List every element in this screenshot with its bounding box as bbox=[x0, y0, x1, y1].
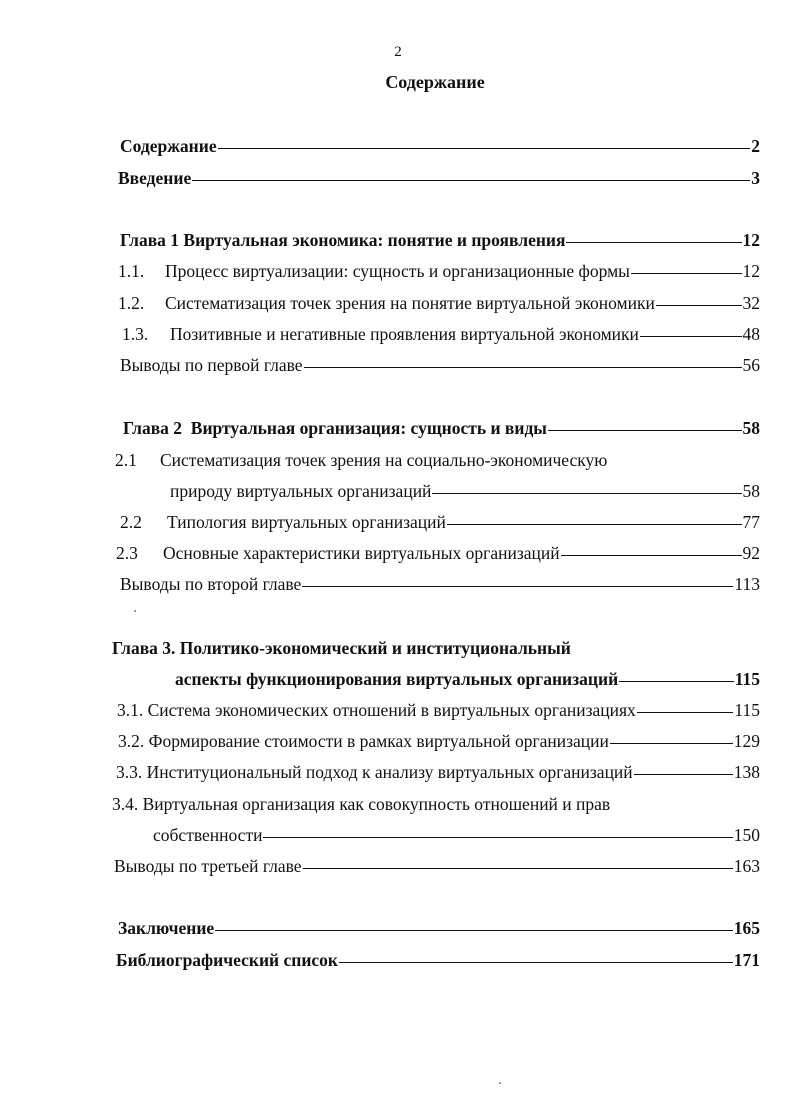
toc-entry-page: 2 bbox=[751, 136, 760, 156]
scan-speck bbox=[134, 610, 136, 612]
toc-chapter-3-line1: Глава 3. Политико-экономический и институциональный bbox=[112, 638, 571, 658]
toc-chapter-1 bbox=[120, 229, 760, 251]
conclusions-title: Выводы по третьей главе bbox=[114, 856, 302, 876]
section-number: 1.3. bbox=[122, 324, 149, 344]
chapter-title: Глава 2 Виртуальная организация: сущность и виды bbox=[123, 418, 547, 438]
leader-line bbox=[634, 774, 733, 775]
leader-line bbox=[192, 180, 750, 181]
section-title-continued: природу виртуальных организаций bbox=[170, 481, 432, 501]
leader-line bbox=[215, 930, 733, 931]
section-page: 115 bbox=[734, 700, 760, 720]
conclusions-title: Выводы по второй главе bbox=[120, 574, 302, 594]
toc-conclusions-1 bbox=[120, 354, 760, 376]
section-page: 12 bbox=[742, 261, 760, 281]
toc-heading: Содержание bbox=[385, 72, 485, 92]
toc-entry-bibliography bbox=[116, 949, 760, 971]
toc-section-1-2 bbox=[118, 292, 760, 314]
toc-conclusions-3 bbox=[114, 855, 760, 877]
toc-entry-title: Библиографический список bbox=[116, 950, 339, 970]
leader-line bbox=[302, 586, 733, 587]
section-title: 3.1. Система экономических отношений в виртуальных организациях bbox=[117, 700, 636, 720]
toc-entry-introduction bbox=[118, 167, 760, 189]
leader-line bbox=[218, 148, 751, 149]
leader-line bbox=[548, 430, 742, 431]
section-title: Основные характеристики виртуальных организаций bbox=[163, 543, 560, 563]
leader-line bbox=[566, 242, 741, 243]
section-page: 58 bbox=[742, 481, 760, 501]
section-page: 92 bbox=[742, 543, 760, 563]
toc-section-2-1-line1 bbox=[115, 449, 607, 471]
toc-section-3-2 bbox=[118, 730, 760, 752]
conclusions-page: 113 bbox=[734, 574, 760, 594]
section-page: 129 bbox=[733, 731, 760, 751]
toc-entry-page: 171 bbox=[733, 950, 760, 970]
chapter-page: 12 bbox=[742, 230, 760, 250]
leader-line bbox=[656, 305, 742, 306]
section-title: Типология виртуальных организаций bbox=[167, 512, 446, 532]
section-title: 3.2. Формирование стоимости в рамках виртуальной организации bbox=[118, 731, 609, 751]
section-page: 32 bbox=[742, 293, 760, 313]
section-page: 138 bbox=[733, 762, 760, 782]
section-number: 2.2 bbox=[120, 512, 142, 532]
leader-line bbox=[432, 493, 741, 494]
toc-chapter-3-line2 bbox=[175, 668, 760, 690]
leader-line bbox=[339, 962, 733, 963]
toc-entry-title: Заключение bbox=[118, 918, 215, 938]
toc-section-2-2 bbox=[120, 511, 760, 533]
section-page: 150 bbox=[733, 825, 760, 845]
toc-entry-title: Введение bbox=[118, 168, 192, 188]
toc-entry-page: 3 bbox=[751, 168, 760, 188]
toc-section-1-3 bbox=[122, 323, 760, 345]
toc-conclusions-2 bbox=[120, 573, 760, 595]
toc-section-3-4-line2 bbox=[153, 824, 760, 846]
toc-section-2-3 bbox=[116, 542, 760, 564]
chapter-title-continued: аспекты функционирования виртуальных организаций bbox=[175, 669, 619, 689]
scan-speck bbox=[499, 1082, 501, 1084]
toc-section-2-1-line2 bbox=[170, 480, 760, 502]
section-title: Позитивные и негативные проявления виртуальной экономики bbox=[170, 324, 639, 344]
toc-entry-conclusion bbox=[118, 917, 760, 939]
toc-section-3-1 bbox=[117, 699, 760, 721]
section-title-continued: собственности bbox=[153, 825, 263, 845]
toc-section-3-3 bbox=[116, 761, 760, 783]
section-number: 2.1 bbox=[115, 450, 137, 470]
leader-line bbox=[304, 367, 742, 368]
leader-line bbox=[561, 555, 742, 556]
conclusions-title: Выводы по первой главе bbox=[120, 355, 303, 375]
conclusions-page: 56 bbox=[742, 355, 760, 375]
chapter-title: Глава 1 Виртуальная экономика: понятие и проявления bbox=[120, 230, 566, 250]
section-number: 1.2. bbox=[118, 293, 145, 313]
leader-line bbox=[447, 524, 742, 525]
section-title: Систематизация точек зрения на социально-экономическую bbox=[160, 450, 608, 470]
section-number: 2.3 bbox=[116, 543, 138, 563]
toc-chapter-2 bbox=[123, 417, 760, 439]
toc-entry-title: Содержание bbox=[120, 136, 217, 156]
section-page: 77 bbox=[742, 512, 760, 532]
section-title: Систематизация точек зрения на понятие виртуальной экономики bbox=[165, 293, 655, 313]
leader-line bbox=[303, 868, 733, 869]
chapter-page: 115 bbox=[734, 669, 760, 689]
section-page: 48 bbox=[742, 324, 760, 344]
conclusions-page: 163 bbox=[733, 856, 760, 876]
toc-entry-contents bbox=[120, 135, 760, 157]
section-title: 3.3. Институциональный подход к анализу виртуальных организаций bbox=[116, 762, 633, 782]
leader-line bbox=[610, 743, 733, 744]
leader-line bbox=[640, 336, 742, 337]
leader-line bbox=[619, 681, 734, 682]
page-number: 2 bbox=[394, 44, 402, 60]
leader-line bbox=[637, 712, 734, 713]
toc-entry-page: 165 bbox=[733, 918, 760, 938]
leader-line bbox=[263, 837, 732, 838]
toc-section-3-4-line1: 3.4. Виртуальная организация как совокупность отношений и прав bbox=[112, 794, 611, 814]
section-number: 1.1. bbox=[118, 261, 145, 281]
section-title: Процесс виртуализации: сущность и организационные формы bbox=[165, 261, 630, 281]
chapter-page: 58 bbox=[742, 418, 760, 438]
leader-line bbox=[631, 273, 742, 274]
toc-section-1-1 bbox=[118, 260, 760, 282]
